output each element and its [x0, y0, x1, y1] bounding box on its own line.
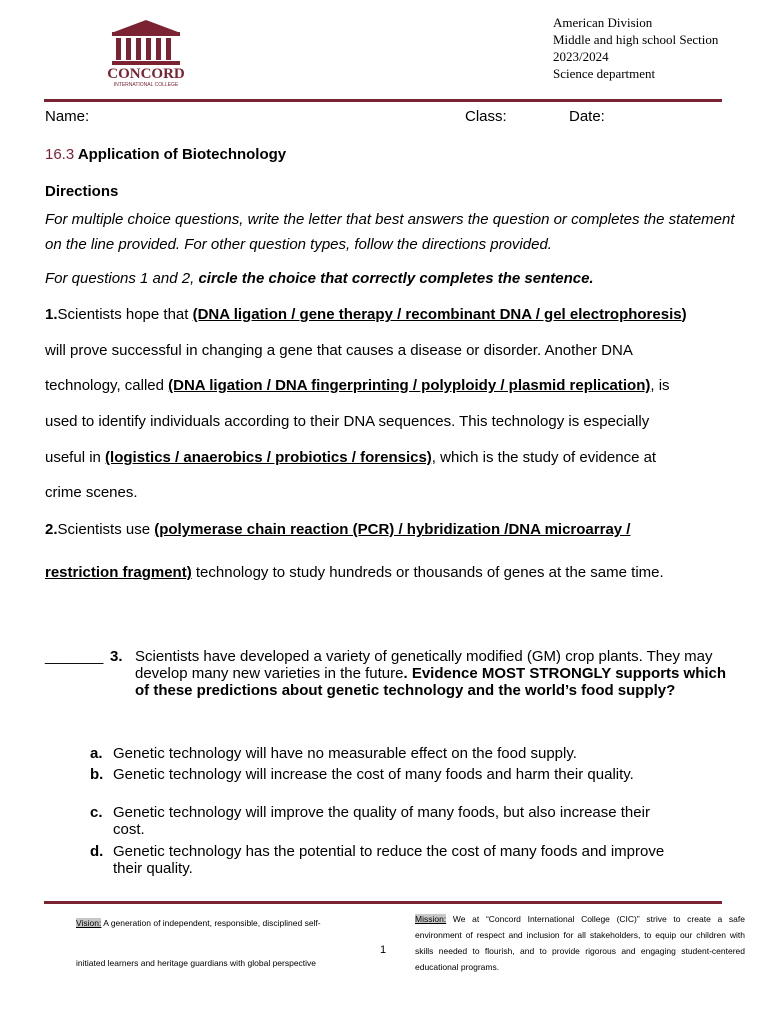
q2-choice-set[interactable]: (polymerase chain reaction (PCR) / hybridization /DNA microarray /	[154, 521, 631, 538]
org-line: American Division	[553, 15, 653, 30]
q1-line-2: will prove successful in changing a gene that causes a disease or disorder. Another DNA	[45, 342, 633, 359]
vision-line-2: initiated learners and heritage guardians with global perspective	[76, 958, 317, 968]
q3-stem-text: Scientists have developed a variety of genetically modified (GM) crop plants. They may develop many new varieties in the future	[135, 648, 713, 682]
option-letter: b.	[90, 766, 104, 783]
org-line: Middle and high school Section	[553, 32, 719, 47]
instruction	[45, 270, 594, 287]
q1-choice-a[interactable]: (DNA ligation /	[192, 306, 300, 323]
logo-wordmark: CONCORD	[107, 66, 185, 82]
lesson-title	[45, 146, 286, 163]
option-text: Genetic technology will improve the quality of many foods, but also increase their cost.	[113, 804, 650, 838]
q2-number: 2.	[45, 521, 58, 538]
directions-heading: Directions	[45, 183, 119, 200]
answer-blank[interactable]: _______	[45, 648, 104, 665]
q1-text: , which is the study of evidence at	[431, 449, 657, 466]
vision-label: Vision:	[76, 918, 102, 928]
q1-line-4: used to identify individuals according to their DNA sequences. This technology is especially	[45, 413, 650, 430]
q3-stem-bold: . Evidence MOST STRONGLY supports which of these predictions about genetic technology and the world’s food supply?	[135, 665, 727, 699]
class-label: Class:	[465, 108, 507, 125]
q2-text: technology to study hundreds or thousands of genes at the same time.	[191, 564, 664, 581]
option-letter: d.	[90, 843, 104, 860]
vision-statement	[76, 915, 366, 931]
q1-text: Scientists hope that	[57, 306, 193, 323]
date-label: Date:	[569, 108, 605, 125]
q1-choice-set-3[interactable]: (logistics / anaerobics / probiotics / forensics)	[105, 449, 432, 466]
q2-choice-set-end[interactable]: restriction fragment)	[45, 564, 192, 581]
header-divider	[44, 99, 722, 102]
q1-number: 1.	[45, 306, 58, 323]
org-line: 2023/2024	[553, 49, 609, 64]
org-line: Science department	[553, 66, 656, 81]
option-letter: a.	[90, 745, 103, 762]
q1-text: useful in	[45, 449, 106, 466]
org-info	[553, 14, 718, 82]
q1-line-1	[45, 306, 687, 323]
q1-choice-set-2[interactable]: (DNA ligation / DNA fingerprinting / polyploidy / plasmid replication)	[168, 377, 651, 394]
q1-text: , is	[650, 377, 670, 394]
instruction-bold: circle the choice that correctly completes the sentence.	[198, 270, 594, 287]
option-text: Genetic technology will increase the cost of many foods and harm their quality.	[113, 766, 634, 783]
logo-subtitle: INTERNATIONAL COLLEGE	[113, 82, 179, 88]
q1-text: technology, called	[45, 377, 169, 394]
mission-text: We at “Concord International College (CIC)” strive to create a safe environment of respect and inclusion for all stakeholders, to equip our children with skills needed to flourish, and to provide rigorous and engaging student-centered educational programs.	[415, 914, 745, 972]
option-letter: c.	[90, 804, 103, 821]
q3-stem	[135, 648, 735, 699]
vision-text: A generation of independent, responsible, disciplined self-	[101, 918, 321, 928]
option-text: Genetic technology has the potential to reduce the cost of many foods and improve their quality.	[113, 843, 665, 877]
instruction-lead: For questions 1 and 2,	[45, 270, 199, 287]
name-label: Name:	[45, 108, 90, 125]
q1-line-5	[45, 449, 656, 466]
lesson-title-text: Application of Biotechnology	[74, 146, 287, 163]
q1-choice-b[interactable]: gene therapy / recombinant DNA / gel electrophoresis	[299, 306, 682, 323]
page-number: 1	[380, 944, 387, 956]
q1-line-6: crime scenes.	[45, 484, 138, 501]
mission-statement	[415, 911, 745, 975]
q2-line-2	[45, 564, 664, 581]
footer-divider	[44, 901, 722, 904]
q1-line-3	[45, 377, 670, 394]
option-text: Genetic technology will have no measurable effect on the food supply.	[113, 745, 577, 762]
q2-line-1	[45, 521, 630, 538]
q2-text: Scientists use	[57, 521, 155, 538]
q1-choice-close: )	[681, 306, 687, 323]
lesson-number: 16.3	[45, 146, 75, 163]
directions-text: For multiple choice questions, write the letter that best answers the question or completes the statement on the line provided. For other question types, follow the directions provided.	[45, 211, 735, 253]
school-logo	[92, 18, 200, 88]
q3-number: 3.	[110, 648, 123, 665]
mission-label: Mission:	[415, 914, 447, 924]
